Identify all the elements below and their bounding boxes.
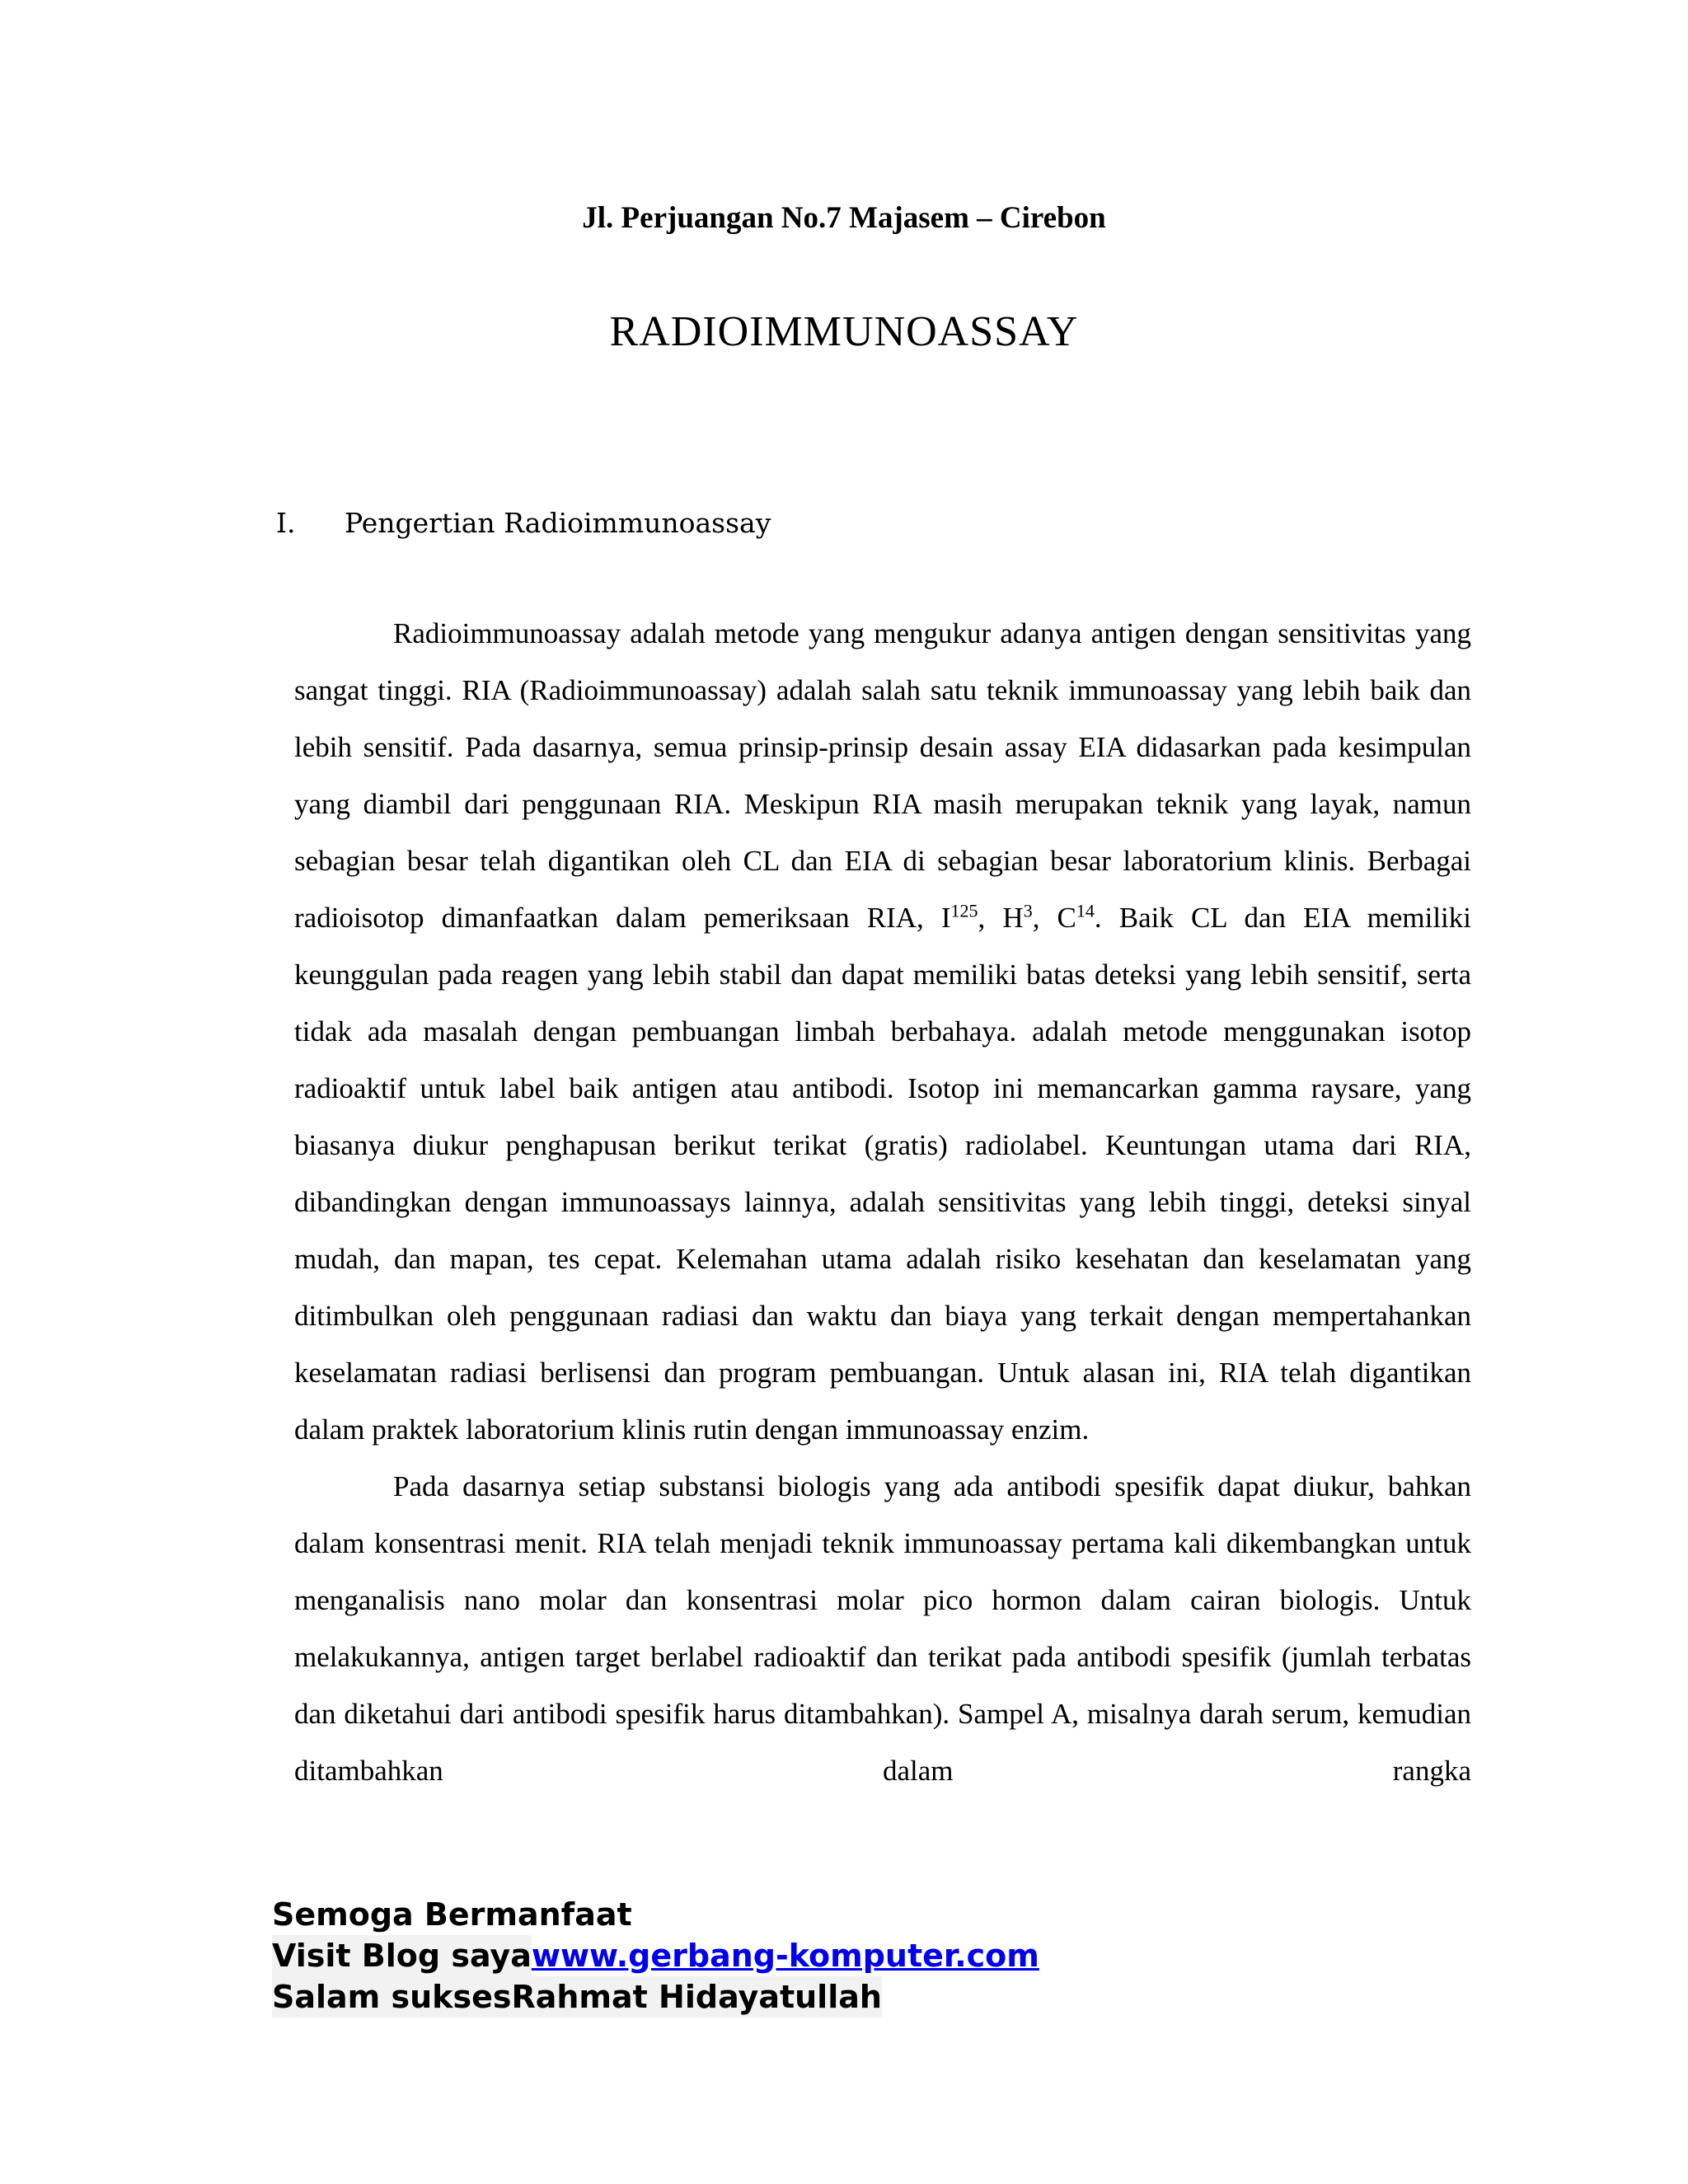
footer-blog-line [272,1935,1039,1976]
document-title: RADIOIMMUNOASSAY [609,308,1079,355]
paragraph-1-part-2: , H [978,902,1024,934]
footer-blog-prefix: Visit Blog saya [272,1935,532,1976]
paragraph-1-part-4: . Baik CL dan EIA memiliki keunggulan pada reagen yang lebih stabil dan dapat memiliki batas deteksi yang lebih sensitif, serta tidak ada masalah dengan pembuangan limbah berbahaya. adalah metode menggunakan isotop radioaktif untuk label baik antigen atau antibodi. Isotop ini memancarkan gamma raysare, yang biasanya diukur penghapusan berikut terikat (gratis) radiolabel. Keuntungan utama dari RIA, dibandingkan dengan immunoassays lainnya, adalah sensitivitas yang lebih tinggi, deteksi sinyal mudah, dan mapan, tes cepat. Kelemahan utama adalah risiko kesehatan dan keselamatan yang ditimbulkan oleh penggunaan radiasi dan waktu dan biaya yang terkait dengan mempertahankan keselamatan radiasi berlisensi dan program pembuangan. Untuk alasan ini, RIA telah digantikan dalam praktek laboratorium klinis rutin dengan immunoassay enzim. [294,902,1471,1446]
superscript-carbon: 14 [1076,900,1095,921]
superscript-iodine: 125 [950,900,978,921]
body-text [294,605,1471,1799]
blog-link[interactable]: www.gerbang-komputer.com [531,1938,1039,1974]
superscript-tritium: 3 [1023,900,1033,921]
section-heading [276,503,771,544]
paragraph-1 [294,605,1471,1458]
paragraph-1-part-1: Radioimmunoassay adalah metode yang mengukur adanya antigen dengan sensitivitas yang sangat tinggi. RIA (Radioimmunoassay) adalah salah satu teknik immunoassay yang lebih baik dan lebih sensitif. Pada dasarnya, semua prinsip-prinsip desain assay EIA didasarkan pada kesimpulan yang diambil dari penggunaan RIA. Meskipun RIA masih merupakan teknik yang layak, namun sebagian besar telah digantikan oleh CL dan EIA di sebagian besar laboratorium klinis. Berbagai radioisotop dimanfaatkan dalam pemeriksaan RIA, I [294,617,1471,934]
footer-salutation-wrap [272,1976,1039,2018]
address-header: Jl. Perjuangan No.7 Majasem – Cirebon [582,201,1106,235]
footer-greeting: Semoga Bermanfaat [272,1896,632,1933]
footer-salutation: Salam suksesRahmat Hidayatullah [272,1976,882,2018]
paragraph-2: Pada dasarnya setiap substansi biologis yang ada antibodi spesifik dapat diukur, bahkan dalam konsentrasi menit. RIA telah menjadi teknik immunoassay pertama kali dikembangkan untuk menganalisis nano molar dan konsentrasi molar pico hormon dalam cairan biologis. Untuk melakukannya, antigen target berlabel radioaktif dan terikat pada antibodi spesifik (jumlah terbatas dan diketahui dari antibodi spesifik harus ditambahkan). Sampel A, misalnya darah serum, kemudian ditambahkan dalam rangka [294,1470,1471,1787]
section-number: I. [276,507,296,539]
paragraph-1-part-3: , C [1032,902,1076,934]
section-title: Pengertian Radioimmunoassay [345,507,771,539]
footer-signature [272,1894,1039,2018]
